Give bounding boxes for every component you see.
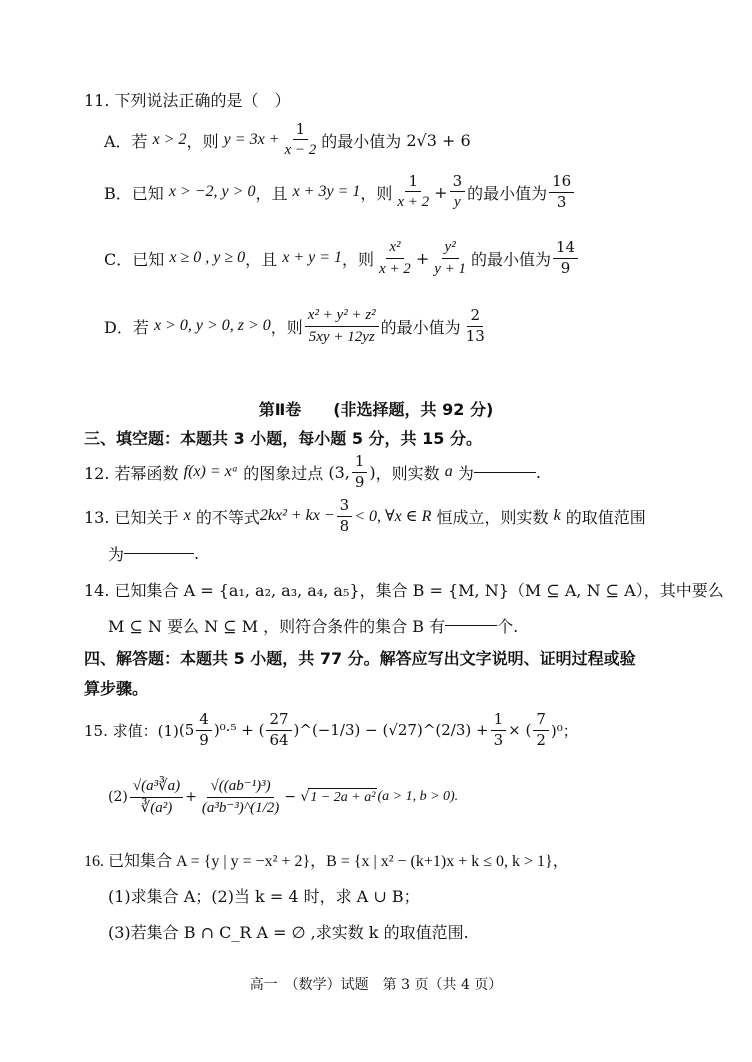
q13-line1: 13. 已知关于 x 的不等式 2kx² + kx − $\frac{3}{8}$ < 0, ∀x ∈ R 恒成立，则实数 k 的取值范围 — [84, 496, 646, 535]
q14-line2: M ⊆ N 要么 N ⊆ M ，则符合条件的集合 B 有 个. — [108, 617, 519, 636]
q15-part1: 15. 求值：(1) (5 $\frac{4}{9}$ )⁰·⁵ + ( $\frac{27}{64}$ )^(−1/3) − (√27)^(2/3) + $\frac{1}{3}$ × ( $\frac{7}{2}$ )⁰； — [84, 710, 578, 749]
answer-blank[interactable] — [445, 625, 497, 626]
fraction: $\frac{1}{x - 2}$ — [284, 119, 317, 158]
q12: 12. 若幂函数 f(x) = xᵃ 的图象过点 (3, $\frac{1}{9}$ ) ，则实数 a 为 . — [84, 452, 541, 491]
q11-option-b: B．已知 x > −2, y > 0 ，且 x + 3y = 1 ，则 $\frac{1}{x + 2}$ + $\frac{3}{y}$ 的最小值为 $\frac{16}{3}$ — [104, 170, 576, 214]
answer-blank[interactable] — [124, 553, 194, 554]
section3-heading: 三、填空题：本题共 3 小题，每小题 5 分，共 15 分。 — [84, 429, 482, 448]
q11-option-d: D．若 x > 0, y > 0, z > 0 ，则 $\frac{\text{x² + y² + z²}}{5xy + 12yz}$ 的最小值为 $\frac{2}{13}$ — [104, 306, 485, 345]
page-footer: 高一 （数学）试题 第 3 页（共 4 页） — [249, 977, 503, 993]
section4-heading-line1: 四、解答题：本题共 5 小题，共 77 分。解答应写出文字说明、证明过程或验 — [84, 649, 636, 668]
q11-stem: 11. 下列说法正确的是（ ） — [84, 91, 291, 110]
q16-line3: (3)若集合 B ∩ C_R A = ∅ ,求实数 k 的取值范围. — [108, 923, 469, 942]
q13-line2: 为 . — [108, 544, 200, 564]
section4-heading-line2: 算步骤。 — [84, 679, 149, 698]
q15-part2: (2) $\frac{\text{√(a³∛a)}}{\text{∛(a²)}}$ + $\frac{\text{√((ab⁻¹)³)}}{\text{(a³b⁻³)\textasciicircum{}(1/2)}}$ − √ 1 − 2a + a² (a > 1, b > 0). — [108, 778, 459, 816]
q16-line2: (1)求集合 A；(2)当 k = 4 时，求 A ∪ B； — [108, 887, 420, 906]
answer-blank[interactable] — [474, 472, 536, 473]
q11-option-c: C．已知 x ≥ 0 , y ≥ 0 ，且 x + y = 1 ，则 $\frac{\text{x²}}{x + 2}$ + $\frac{\text{y²}}{y + 1}$ 的最小值为 $\frac{14}{9}$ — [104, 236, 580, 280]
q14-line1: 14. 已知集合 A = {a₁, a₂, a₃, a₄, a₅}，集合 B = {M, N}（M ⊆ A, N ⊆ A），其中要么 — [84, 581, 724, 600]
q11-option-a: A．若 x > 2 ，则 y = 3x + $\frac{1}{x - 2}$ 的最小值为 2√3 + 6 — [104, 119, 471, 158]
q16-line1: 16. 已知集合 A = {y | y = −x² + 2}，B = {x | x² − (k+1)x + k ≤ 0, k > 1}， — [84, 853, 569, 870]
part2-heading: 第Ⅱ卷 (非选择题，共 92 分) — [258, 400, 494, 419]
